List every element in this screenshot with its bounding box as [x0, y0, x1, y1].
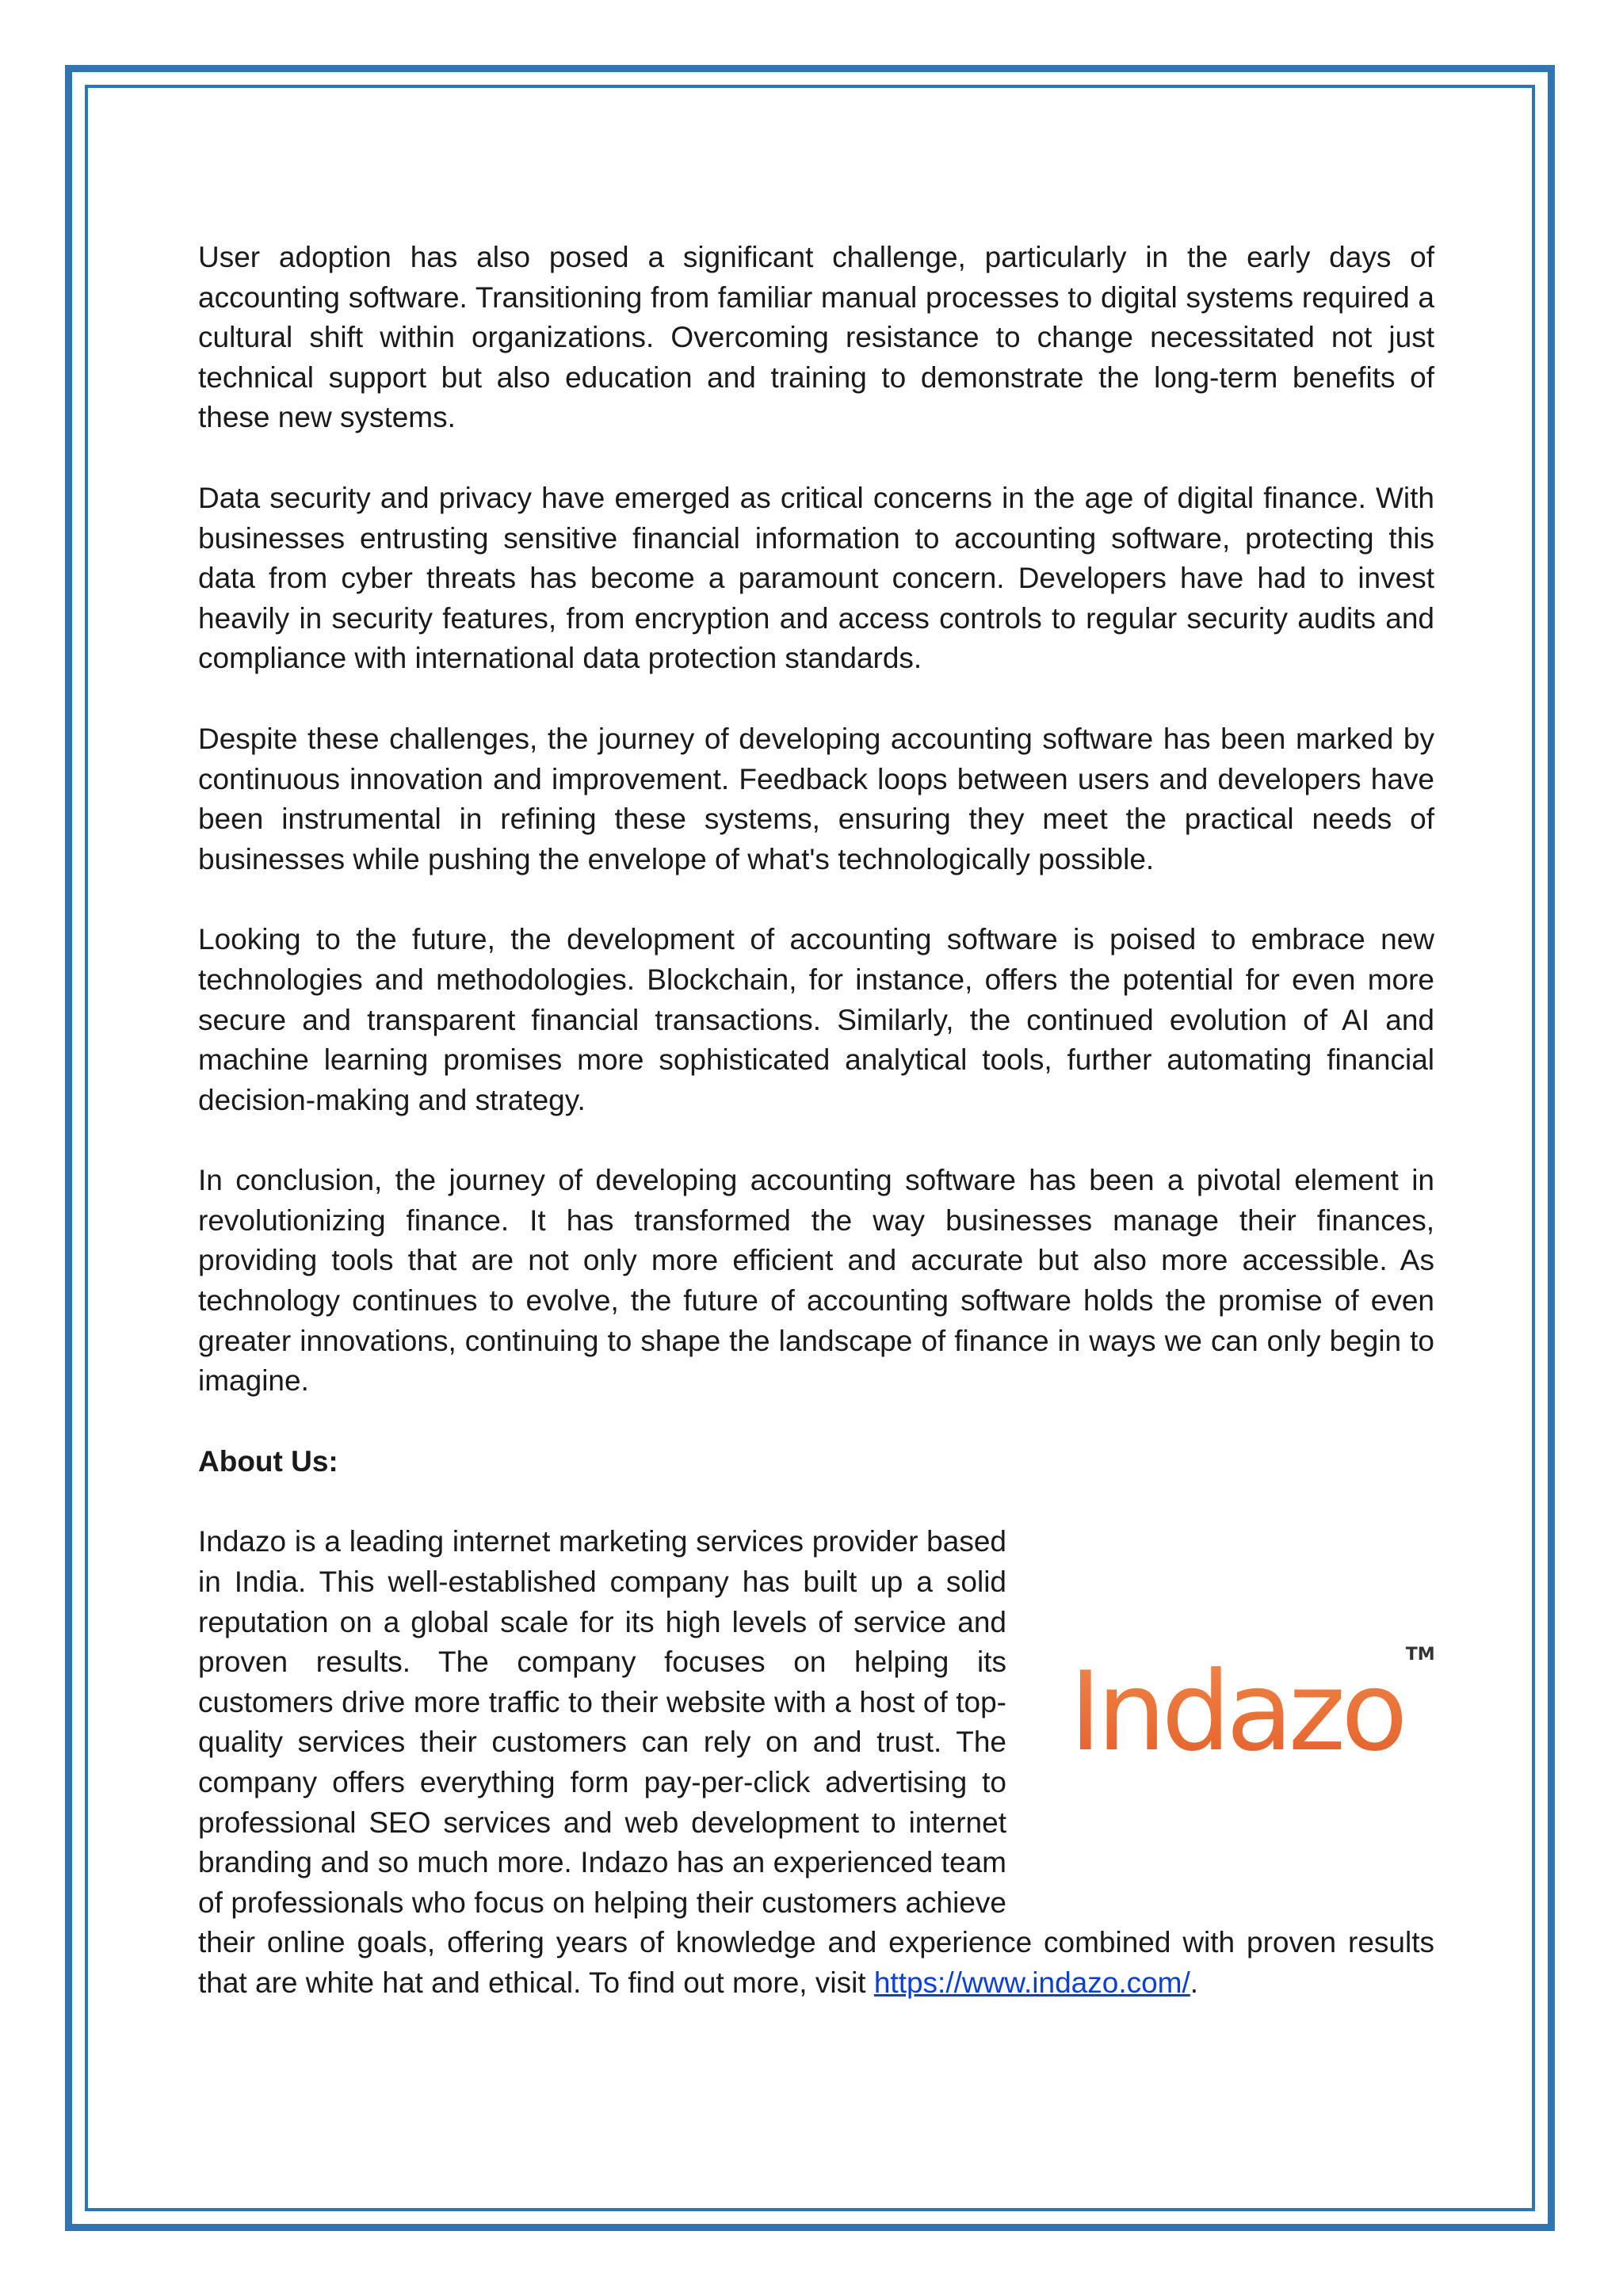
indazo-logo	[1038, 1522, 1434, 1893]
paragraph-data-security: Data security and privacy have emerged as critical concerns in the age of digital finance. With businesses entrusting sensitive financial information to accounting software, protecting this data from cyber threats has become a paramount concern. Developers have had to invest heavily in security features, from encryption and access controls to regular security audits and compliance with international data protection standards.	[198, 481, 1434, 675]
about-us-heading: About Us:	[198, 1444, 338, 1478]
paragraph-looking-future: Looking to the future, the development of accounting software is poised to embrace new technologies and methodologies. Blockchain, for instance, offers the potential for even more secure and transparent financial transactions. Similarly, the continued evolution of AI and machine learning promises more sophisticated analytical tools, further automating financial decision-making and strategy.	[198, 923, 1434, 1116]
paragraph-user-adoption: User adoption has also posed a significant challenge, particularly in the early days of accounting software. Transitioning from familiar manual processes to digital systems required a cultural shift within organizations. Overcoming resistance to change necessitated not just technical support but also education and training to demonstrate the long-term benefits of these new systems.	[198, 241, 1434, 434]
about-us-section	[198, 1522, 1434, 2003]
paragraph-despite-challenges: Despite these challenges, the journey of developing accounting software has been marked by continuous innovation and improvement. Feedback loops between users and developers have been instrumental in refining these systems, ensuring they meet the practical needs of businesses while pushing the envelope of what's technologically possible.	[198, 722, 1434, 875]
paragraph-conclusion: In conclusion, the journey of developing accounting software has been a pivotal element in revolutionizing finance. It has transformed the way businesses manage their finances, providing tools that are not only more efficient and accurate but also more accessible. As technology continues to evolve, the future of accounting software holds the promise of even greater innovations, continuing to shape the landscape of finance in ways we can only begin to imagine.	[198, 1164, 1434, 1398]
indazo-logo-text: Indazo	[1069, 1647, 1403, 1775]
indazo-website-link[interactable]: https://www.indazo.com/	[873, 1966, 1190, 1999]
document-body	[198, 238, 1434, 2004]
about-us-text: Indazo is a leading internet marketing services provider based in India. This well-established company has built up a solid reputation on a global scale for its high levels of service and proven results. The company focuses on helping its customers drive more traffic to their website with a host of top-quality services their customers can rely on and trust. The company offers everything form pay-per-click advertising to professional SEO services and web development to internet branding and so much more. Indazo has an experienced team of professionals who focus on helping their customers achieve their online goals, offering years of knowledge and experience combined with proven results that are white hat and ethical. To find out more, visit	[198, 1525, 1434, 1999]
trademark-mark: TM	[1405, 1644, 1435, 1665]
about-us-end-punct: .	[1190, 1966, 1199, 1999]
indazo-logo-wordmark	[1069, 1640, 1435, 1775]
